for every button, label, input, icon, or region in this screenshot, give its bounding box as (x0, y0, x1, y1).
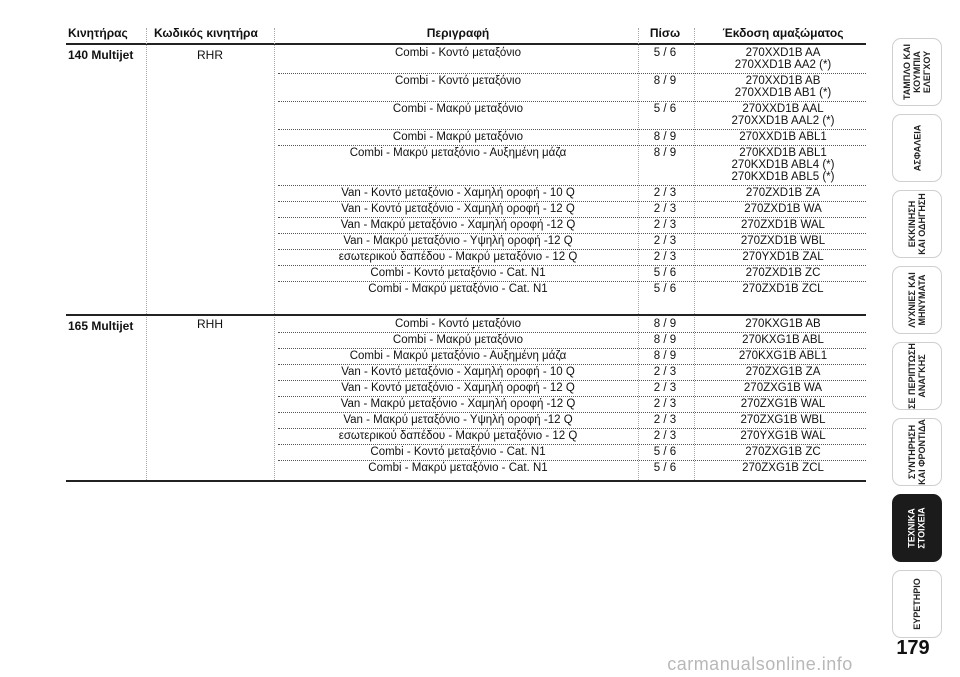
row-divider (278, 101, 866, 102)
row-body-version (700, 446, 866, 458)
body-version-code: 270XXD1B AAL2 (*) (731, 115, 835, 127)
row-divider (278, 444, 866, 445)
row-body-version (700, 414, 866, 426)
header-description: Περιγραφή (426, 26, 490, 40)
body-version-code: 270XXD1B AB (745, 75, 821, 87)
body-version-code: 270XXD1B ABL1 (739, 131, 827, 143)
group-divider (66, 314, 866, 316)
row-body-version (700, 75, 866, 99)
row-divider (278, 364, 866, 365)
row-body-version (700, 462, 866, 474)
row-divider (278, 428, 866, 429)
tab-warning-lights[interactable] (892, 266, 942, 334)
row-body-version (700, 267, 866, 279)
tab-starting-driving[interactable] (892, 190, 942, 258)
row-description: Van - Μακρύ μεταξόνιο - Υψηλή οροφή -12 Q (343, 235, 573, 247)
tab-label: ΤΑΜΠΛΟ ΚΑΙ ΚΟΥΜΠΙΑ ΕΛΕΓΧΟΥ (902, 43, 932, 101)
column-divider (274, 28, 275, 480)
body-version-code: 270YXG1B WAL (740, 430, 826, 442)
row-body-version (700, 334, 866, 346)
tab-safety[interactable] (892, 114, 942, 182)
engine-code: RHH (197, 317, 223, 331)
body-version-code: 270ZXD1B ZC (745, 267, 821, 279)
row-rear-value: 8 / 9 (653, 318, 677, 330)
body-version-code: 270KXD1B ABL5 (*) (731, 171, 835, 183)
row-divider (278, 201, 866, 202)
row-rear-value: 2 / 3 (653, 187, 677, 199)
body-version-code: 270ZXG1B WAL (740, 398, 826, 410)
row-description: Van - Κοντό μεταξόνιο - Χαμηλή οροφή - 10 Q (341, 187, 575, 199)
page-number: 179 (896, 637, 930, 659)
row-description: Van - Μακρύ μεταξόνιο - Χαμηλή οροφή -12 Q (340, 219, 576, 231)
row-divider (278, 129, 866, 130)
body-version-code: 270XXD1B AAL (742, 103, 824, 115)
row-rear-value: 2 / 3 (653, 398, 677, 410)
row-rear-value: 8 / 9 (653, 131, 677, 143)
row-rear-value: 5 / 6 (653, 283, 677, 295)
row-description: Van - Κοντό μεταξόνιο - Χαμηλή οροφή - 12 Q (341, 203, 575, 215)
row-body-version (700, 203, 866, 215)
tab-label: ΛΥΧΝΙΕΣ ΚΑΙ ΜΗΝΥΜΑΤΑ (907, 272, 928, 328)
row-divider (278, 249, 866, 250)
row-description: Combi - Μακρύ μεταξόνιο - Αυξημένη μάζα (349, 147, 567, 159)
tab-emergency[interactable] (892, 342, 942, 410)
row-description: εσωτερικού δαπέδου - Μακρύ μεταξόνιο - 12 Q (338, 430, 578, 442)
row-body-version (700, 251, 866, 263)
row-rear-value: 8 / 9 (653, 334, 677, 346)
tab-dashboard-controls[interactable] (892, 38, 942, 106)
row-divider (278, 73, 866, 74)
body-version-code: 270ZXD1B WAL (741, 219, 825, 231)
body-version-code: 270ZXD1B WA (744, 203, 822, 215)
row-body-version (700, 350, 866, 362)
body-version-code: 270YXD1B ZAL (742, 251, 824, 263)
engine-name: 140 Multijet (68, 48, 134, 62)
row-description: Combi - Μακρύ μεταξόνιο (392, 131, 524, 143)
row-divider (278, 145, 866, 146)
row-divider (278, 281, 866, 282)
body-version-code: 270XXD1B AB1 (*) (734, 87, 832, 99)
row-body-version (700, 318, 866, 330)
row-description: Combi - Μακρύ μεταξόνιο - Cat. N1 (368, 283, 548, 295)
column-divider (146, 28, 147, 480)
row-divider (278, 265, 866, 266)
row-body-version (700, 382, 866, 394)
header-engine: Κινητήρας (68, 26, 128, 40)
row-body-version (700, 398, 866, 410)
row-divider (278, 412, 866, 413)
row-rear-value: 2 / 3 (653, 430, 677, 442)
row-description: Combi - Μακρύ μεταξόνιο (392, 334, 524, 346)
body-version-code: 270XXD1B AA (745, 47, 821, 59)
header-engine-code: Κωδικός κινητήρα (154, 26, 258, 40)
row-rear-value: 5 / 6 (653, 47, 677, 59)
body-version-code: 270ZXD1B WBL (740, 235, 826, 247)
row-description: Combi - Κοντό μεταξόνιο (395, 75, 521, 87)
row-rear-value: 2 / 3 (653, 219, 677, 231)
body-version-code: 270ZXG1B ZC (745, 446, 821, 458)
row-body-version (700, 430, 866, 442)
body-version-code: 270ZXG1B ZA (745, 366, 821, 378)
row-body-version (700, 147, 866, 183)
row-divider (278, 332, 866, 333)
watermark: carmanualsonline.info (667, 654, 853, 674)
header-body-version: Έκδοση αμαξώματος (722, 26, 844, 40)
body-version-code: 270ZXD1B ZA (745, 187, 821, 199)
row-divider (278, 185, 866, 186)
row-divider (278, 396, 866, 397)
row-divider (278, 217, 866, 218)
body-version-code: 270KXG1B ABL1 (738, 350, 828, 362)
tab-label: ΣΕ ΠΕΡΙΠΤΩΣΗ ΑΝΑΓΚΗΣ (907, 343, 927, 409)
row-rear-value: 5 / 6 (653, 267, 677, 279)
row-description: Combi - Κοντό μεταξόνιο - Cat. N1 (370, 446, 546, 458)
row-description: Van - Κοντό μεταξόνιο - Χαμηλή οροφή - 10 Q (341, 366, 575, 378)
body-version-code: 270XXD1B AA2 (*) (734, 59, 832, 71)
row-rear-value: 5 / 6 (653, 103, 677, 115)
row-divider (278, 460, 866, 461)
row-rear-value: 5 / 6 (653, 446, 677, 458)
tab-label: ΕΚΚΙΝΗΣΗ ΚΑΙ ΟΔΗΓΗΣΗ (907, 193, 928, 255)
body-version-code: 270ZXG1B WA (743, 382, 823, 394)
row-description: Combi - Κοντό μεταξόνιο (395, 318, 521, 330)
row-description: Combi - Κοντό μεταξόνιο (395, 47, 521, 59)
tab-label: ΕΥΡΕΤΗΡΙΟ (912, 578, 923, 630)
row-rear-value: 2 / 3 (653, 366, 677, 378)
table-bottom-rule (66, 480, 866, 482)
row-description: Van - Κοντό μεταξόνιο - Χαμηλή οροφή - 12 Q (341, 382, 575, 394)
tab-technical-data[interactable] (892, 494, 942, 562)
row-description: Van - Μακρύ μεταξόνιο - Χαμηλή οροφή -12 Q (340, 398, 576, 410)
body-version-code: 270ZXD1B ZCL (742, 283, 824, 295)
engine-code: RHR (197, 48, 223, 62)
row-rear-value: 2 / 3 (653, 235, 677, 247)
row-divider (278, 380, 866, 381)
row-description: Combi - Κοντό μεταξόνιο - Cat. N1 (370, 267, 546, 279)
row-body-version (700, 103, 866, 127)
row-body-version (700, 219, 866, 231)
body-version-code: 270KXG1B AB (745, 318, 821, 330)
row-divider (278, 348, 866, 349)
tab-maintenance[interactable] (892, 418, 942, 486)
row-description: Combi - Μακρύ μεταξόνιο - Αυξημένη μάζα (349, 350, 567, 362)
header-rear: Πίσω (649, 26, 681, 40)
engine-name: 165 Multijet (68, 319, 134, 333)
tab-label: ΣΥΝΤΗΡΗΣΗ ΚΑΙ ΦΡΟΝΤΙΔΑ (907, 419, 928, 485)
row-description: Combi - Μακρύ μεταξόνιο - Cat. N1 (368, 462, 548, 474)
row-rear-value: 2 / 3 (653, 251, 677, 263)
row-rear-value: 8 / 9 (653, 75, 677, 87)
row-divider (278, 233, 866, 234)
body-version-code: 270ZXG1B WBL (740, 414, 826, 426)
row-description: Van - Μακρύ μεταξόνιο - Υψηλή οροφή -12 Q (343, 414, 573, 426)
row-description: Combi - Μακρύ μεταξόνιο (392, 103, 524, 115)
row-body-version (700, 187, 866, 199)
row-rear-value: 8 / 9 (653, 350, 677, 362)
header-rule (66, 43, 866, 45)
row-body-version (700, 47, 866, 71)
row-body-version (700, 131, 866, 143)
tab-label: ΤΕΧΝΙΚΑ ΣΤΟΙΧΕΙΑ (907, 507, 927, 549)
row-rear-value: 5 / 6 (653, 462, 677, 474)
row-rear-value: 2 / 3 (653, 203, 677, 215)
tab-label: ΑΣΦΑΛΕΙΑ (912, 124, 922, 172)
body-version-code: 270KXD1B ABL1 (739, 147, 827, 159)
row-body-version (700, 235, 866, 247)
row-body-version (700, 283, 866, 295)
row-description: εσωτερικού δαπέδου - Μακρύ μεταξόνιο - 12 Q (338, 251, 578, 263)
row-rear-value: 2 / 3 (653, 414, 677, 426)
row-rear-value: 8 / 9 (653, 147, 677, 159)
body-version-code: 270KXD1B ABL4 (*) (731, 159, 835, 171)
tab-index[interactable] (892, 570, 942, 638)
body-version-code: 270ZXG1B ZCL (742, 462, 824, 474)
body-version-code: 270KXG1B ABL (742, 334, 824, 346)
row-body-version (700, 366, 866, 378)
row-rear-value: 2 / 3 (653, 382, 677, 394)
